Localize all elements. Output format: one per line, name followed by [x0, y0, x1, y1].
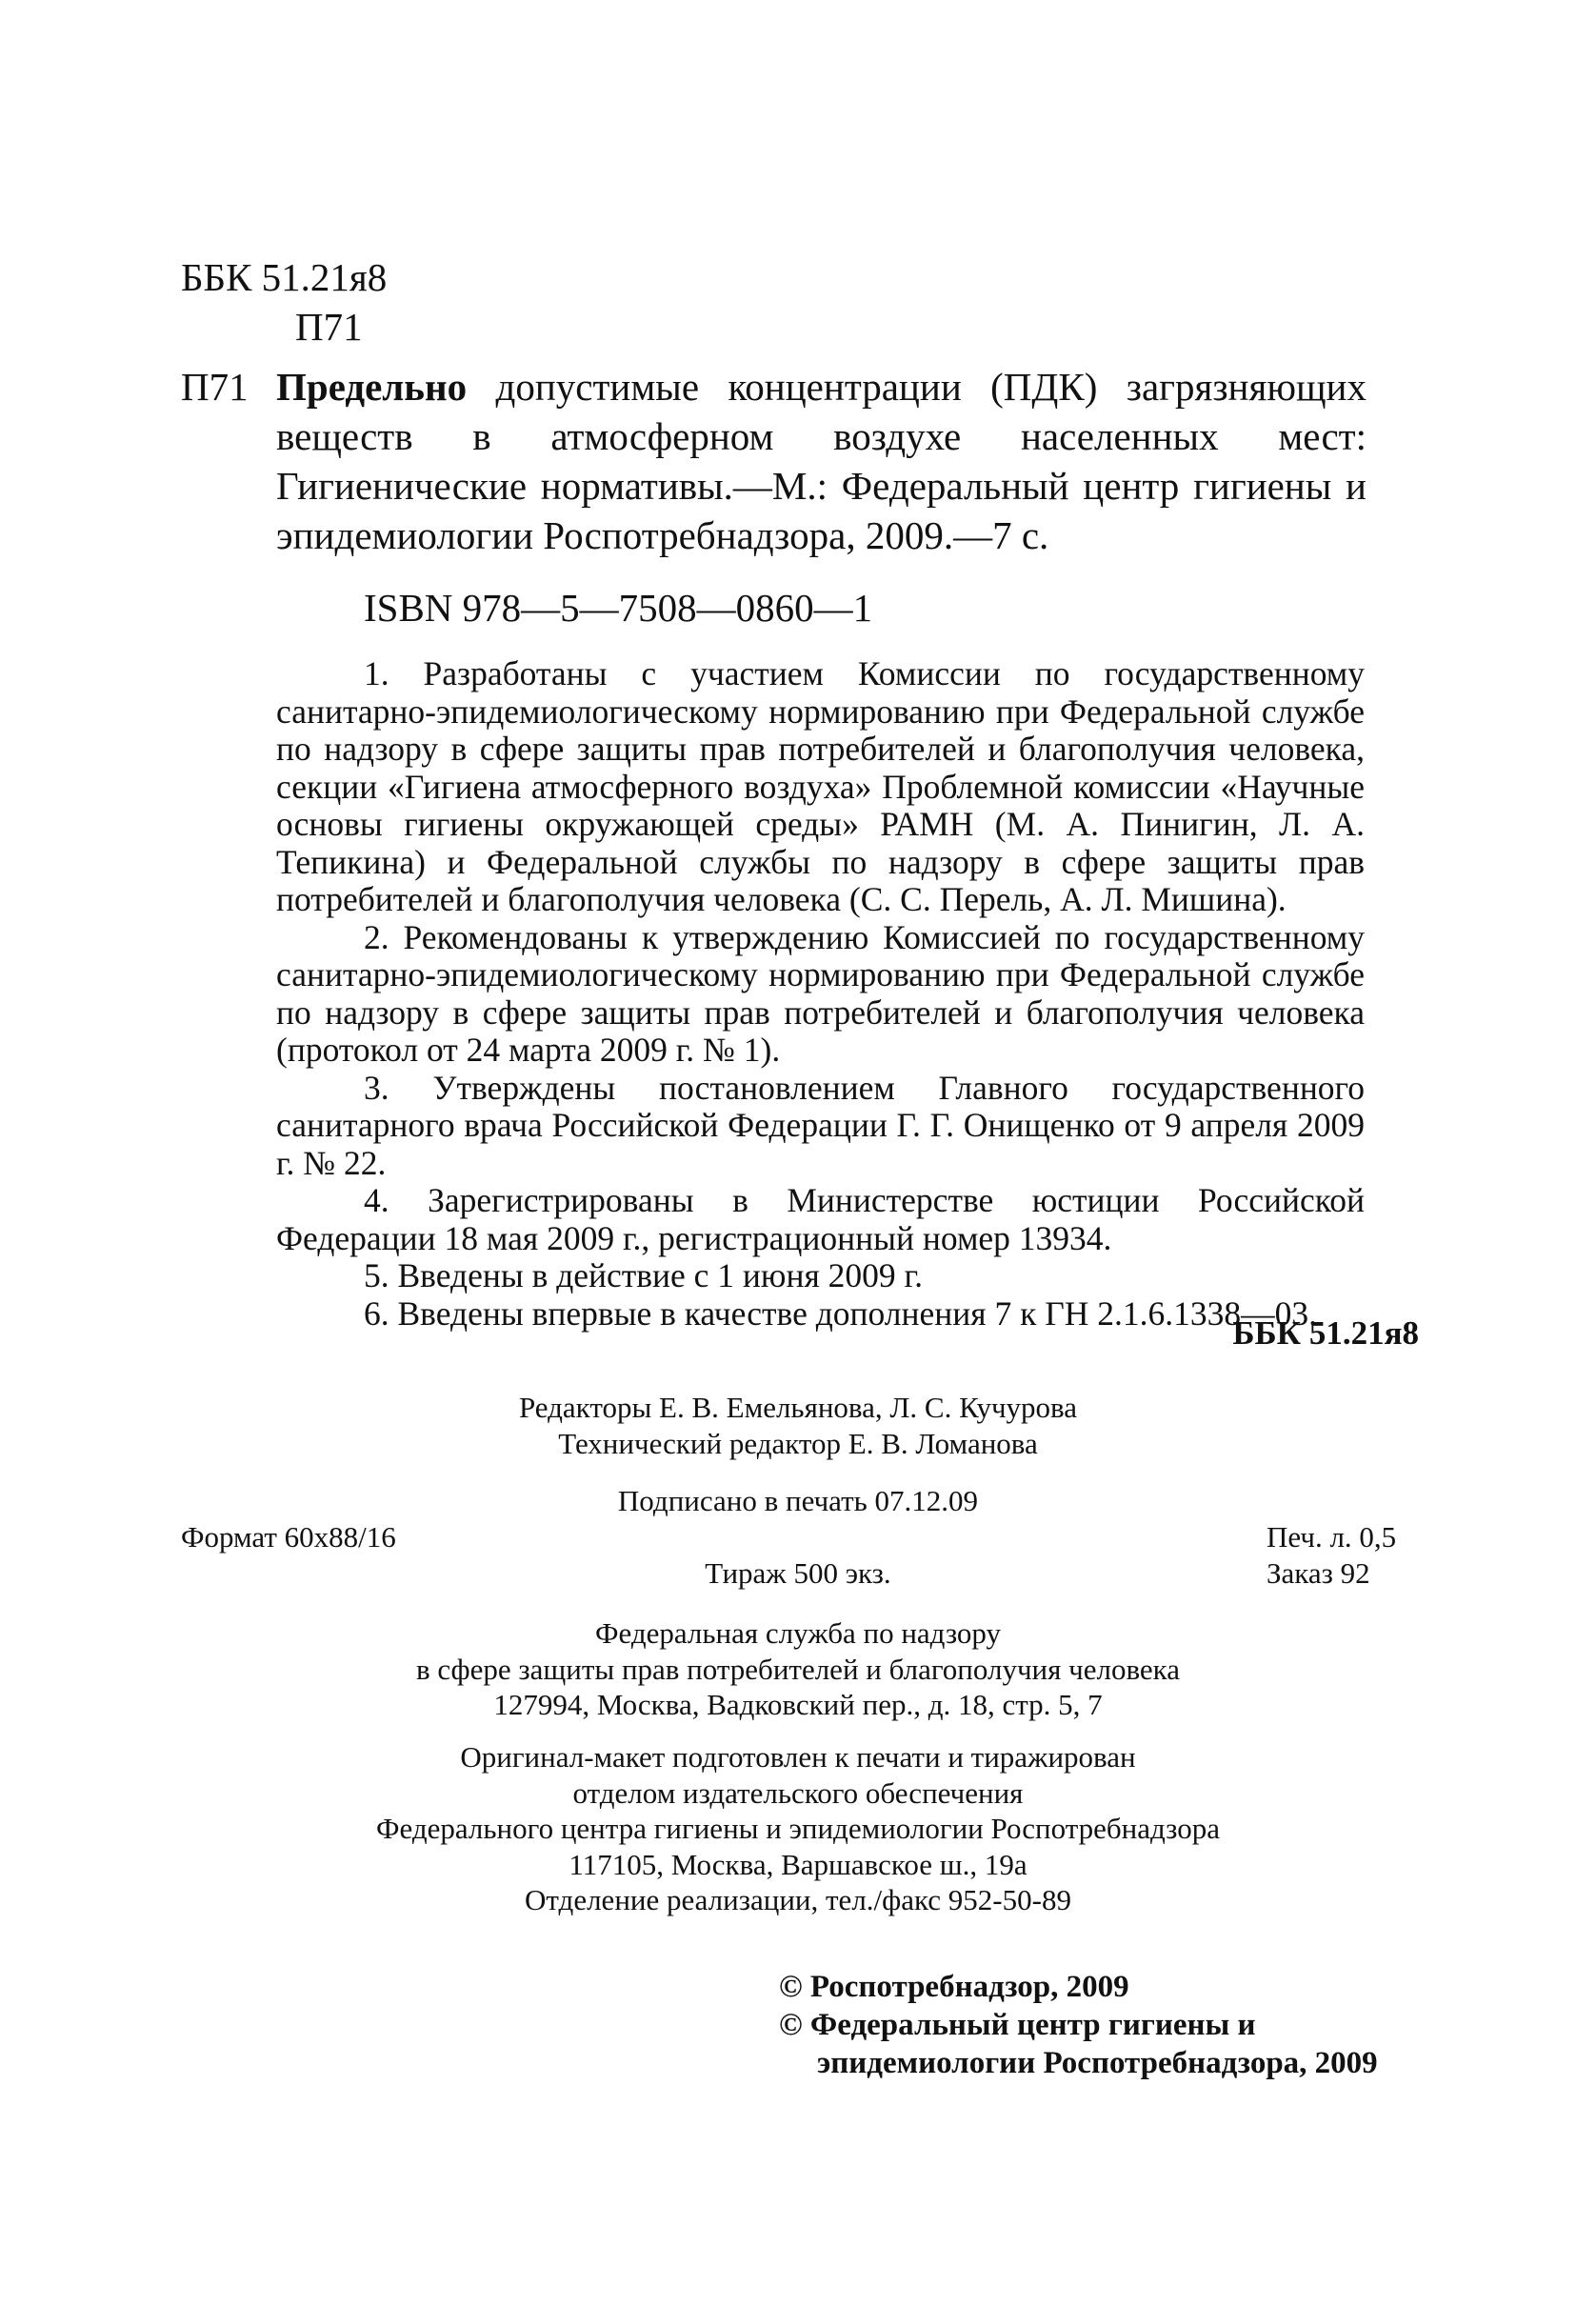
signed-for-print: Подписано в печать 07.12.09 [617, 1484, 979, 1517]
editors: Редакторы Е. В. Емельянова, Л. С. Кучурова [518, 1391, 1078, 1424]
note-item: 5. Введены в действие с 1 июня 2009 г. [364, 1256, 923, 1294]
tech-editor: Технический редактор Е. В. Ломанова [558, 1427, 1038, 1460]
copyright-line: © Роспотребнадзор, 2009 [779, 1970, 1129, 2004]
editors-block [400, 1390, 1196, 1462]
copyright-line: эпидемиологии Роспотребнадзора, 2009 [817, 2046, 1378, 2080]
publisher-line: в сфере защиты прав потребителей и благополучия человека [415, 1652, 1181, 1686]
title-rest: допустимые концентрации (ПДК) загрязняющих веществ в атмосферном воздухе населенных мест: Гигиенические нормативы.—М.: Федеральный центр гигиены и эпидемиологии Роспотребнадзора, 2009.—7 с. [276, 365, 1367, 557]
note-item: 6. Введены впервые в качестве дополнения 7 к ГН 2.1.6.1338—03. [364, 1293, 1318, 1333]
copyright-line: © Федеральный центр гигиены и [779, 2008, 1256, 2042]
notes-list [276, 655, 1365, 1333]
printer-line: Федерального центра гигиены и эпидемиологии Роспотребнадзора [376, 1812, 1220, 1845]
isbn: ISBN 978—5—7508—0860—1 [364, 586, 873, 630]
author-mark: П71 [295, 305, 363, 349]
printer-line: Оригинал-макет подготовлен к печати и тиражирован [460, 1740, 1136, 1774]
note-item: 4. Зарегистрированы в Министерстве юстиции Российской Федерации 18 мая 2009 г., регистрационный номер 13934. [276, 1181, 1365, 1257]
publisher-block [286, 1615, 1310, 1723]
order-number: Заказ 92 [1267, 1556, 1370, 1590]
publisher-line: Федеральная служба по надзору [595, 1616, 1001, 1650]
printer-address: 117105, Москва, Варшавское ш., 19а [569, 1847, 1027, 1881]
note-item: 3. Утверждены постановлением Главного государственного санитарного врача Российской Федерации Г. Г. Онищенко от 9 апреля 2009 г. № 22. [276, 1068, 1365, 1182]
bbk-code: ББК 51.21я8 [181, 255, 388, 299]
print-sheets: Печ. л. 0,5 [1267, 1520, 1397, 1554]
title-first-word: Предельно [276, 365, 468, 409]
copyright-block [779, 1968, 1378, 2082]
note-item: 1. Разработаны с участием Комиссии по государственному санитарно-эпидемиологическому нормированию при Федеральной службе по надзору в сфере защиты прав потребителей и благополучия человека, секции «Гигиена атмосферного воздуха» Проблемной комиссии «Научные основы гигиены окружающей среды» РАМН (М. А. Пинигин, Л. А. Тепикина) и Федеральной службы по надзору в сфере защиты прав потребителей и благополучия человека (С. С. Перель, А. Л. Мишина). [276, 654, 1365, 918]
printer-line: отделом издательского обеспечения [572, 1775, 1024, 1810]
paper-format: Формат 60х88/16 [181, 1520, 396, 1554]
title-author-mark: П71 [181, 365, 249, 409]
publisher-address: 127994, Москва, Вадковский пер., д. 18, стр. 5, 7 [493, 1688, 1103, 1721]
printer-block [286, 1739, 1310, 1918]
note-item: 2. Рекомендованы к утверждению Комиссией по государственному санитарно-эпидемиологическому нормированию при Федеральной службе по надзору в сфере защиты прав потребителей и благополучия человека (протокол от 24 марта 2009 г. № 1). [276, 917, 1365, 1069]
bbk-header [181, 252, 387, 351]
bibliographic-title [276, 362, 1367, 560]
bbk-code-right: ББК 51.21я8 [1232, 1314, 1419, 1352]
printer-contact: Отделение реализации, тел./факс 952-50-89 [525, 1883, 1071, 1916]
circulation: Тираж 500 экз. [705, 1556, 891, 1590]
